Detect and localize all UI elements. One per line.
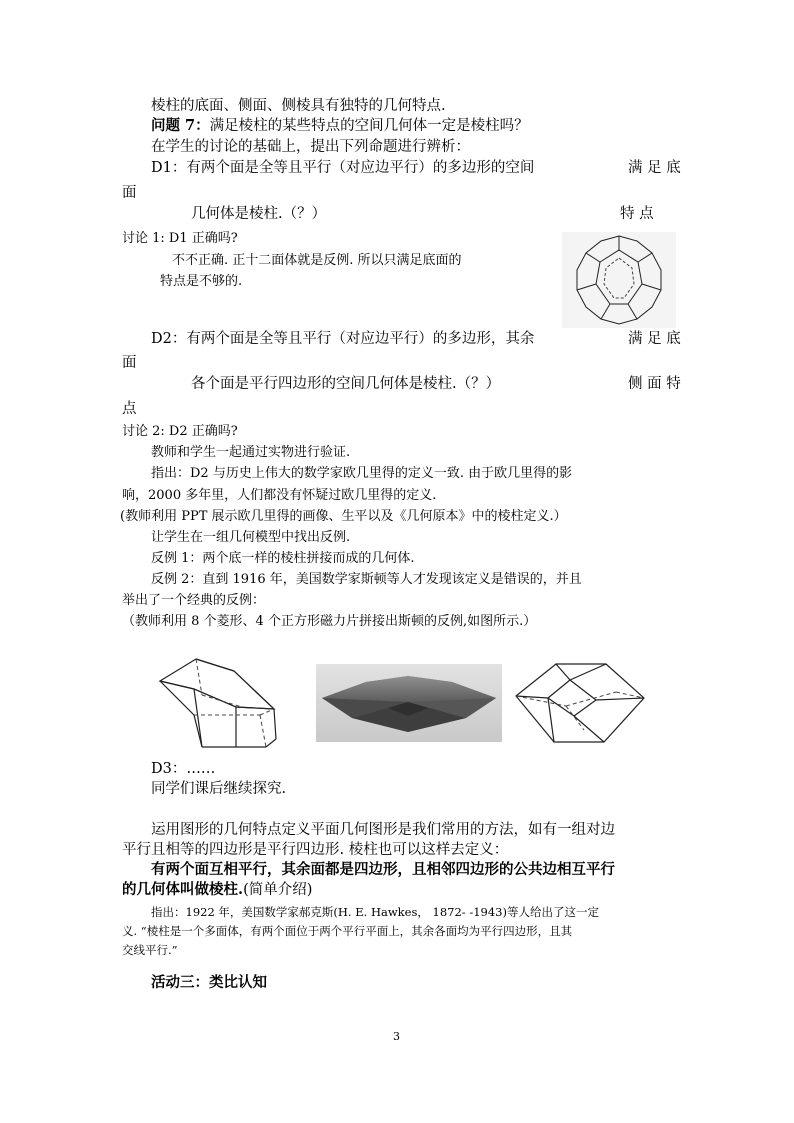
text-line: 响，2000 多年里，人们都没有怀疑过欧几里得的定义. <box>122 488 437 503</box>
proposition-d1-cont: 几何体是棱柱.（？） <box>191 206 327 222</box>
discussion-1: 讨论 1: D1 正确吗? <box>122 231 238 246</box>
counterexample-1: 反例 1：两个底一样的棱柱拼接而成的几何体. <box>151 551 415 566</box>
margin-note: 点 <box>122 401 137 417</box>
text-line: (教师利用 PPT 展示欧几里得的画像、生平以及《几何原本》中的棱柱定义.） <box>120 509 567 524</box>
text-line: 棱柱的底面、侧面、侧棱具有独特的几何特点. <box>151 98 446 114</box>
stacked-prisms-figure <box>156 655 296 751</box>
question-7-text: 满足棱柱的某些特点的空间几何体一定是棱柱吗？ <box>209 118 529 134</box>
text-line: 指出：D2 与历史上伟大的数学家欧几里得的定义一致. 由于欧几里得的影 <box>151 466 573 481</box>
prism-definition-end: 的几何体叫做棱柱. <box>122 881 244 898</box>
proposition-d3: D3：…… <box>151 761 216 777</box>
margin-note: 面 <box>122 185 137 201</box>
prism-definition: 有两个面互相平行，其余面都是四边形，且相邻四边形的公共边相互平行 <box>151 861 615 878</box>
margin-note: 满 足 底 <box>628 331 681 347</box>
text-line: （教师利用 8 个菱形、4 个正方形磁力片拼接出斯顿的反例,如图所示.） <box>122 614 537 629</box>
text-line: 平行且相等的四边形是平行四边形. 棱柱也可以这样去定义： <box>122 842 509 858</box>
proposition-d2: D2：有两个面是全等且平行（对应边平行）的多边形，其余 <box>151 331 535 347</box>
activity-3-heading: 活动三：类比认知 <box>151 974 267 991</box>
discussion-1-answer: 特点是不够的. <box>160 274 243 289</box>
counterexample-2: 反例 2：直到 1916 年，美国数学家斯顿等人才发现该定义是错误的，并且 <box>151 572 582 587</box>
margin-note: 侧 面 特 <box>628 376 681 392</box>
text-line: 同学们课后继续探究. <box>151 781 287 797</box>
text-line: 在学生的讨论的基础上，提出下列命题进行辨析： <box>151 139 470 155</box>
proposition-d1: D1：有两个面是全等且平行（对应边平行）的多边形的空间 <box>151 160 535 176</box>
stone-model-photo <box>316 664 502 742</box>
historical-note: 指出：1922 年，美国数学家郝克斯(H. E. Hawkes， 1872- -1943)等人给出了这一定 <box>151 905 599 919</box>
rhombic-polyhedron-figure <box>512 656 648 748</box>
text-line: 举出了一个经典的反例： <box>122 593 266 608</box>
question-7 <box>151 119 529 134</box>
discussion-2: 讨论 2: D2 正确吗? <box>122 424 238 439</box>
text-line: 运用图形的几何特点定义平面几何图形是我们常用的方法，如有一组对边 <box>151 822 615 838</box>
historical-note: 义. “棱柱是一个多面体，有两个面位于两个平行平面上，其余各面均为平行四边形，且其 <box>122 924 573 938</box>
text-line: 让学生在一组几何模型中找出反例. <box>151 530 351 545</box>
dodecahedron-figure <box>562 232 676 328</box>
text-line: 教师和学生一起通过实物进行验证. <box>151 445 351 460</box>
margin-note: 面 <box>122 355 137 371</box>
page-number: 3 <box>393 1030 400 1043</box>
margin-note: 满 足 底 <box>628 160 681 176</box>
question-7-label: 问题 7： <box>151 117 210 134</box>
proposition-d2-cont: 各个面是平行四边形的空间几何体是棱柱.（？） <box>191 376 501 392</box>
margin-note: 特 点 <box>620 206 654 222</box>
discussion-1-answer: 不不正确. 正十二面体就是反例. 所以只满足底面的 <box>172 253 462 268</box>
prism-definition-cont <box>122 883 312 898</box>
prism-definition-note: (简单介绍) <box>243 882 313 898</box>
historical-note: 交线平行.” <box>122 943 178 957</box>
